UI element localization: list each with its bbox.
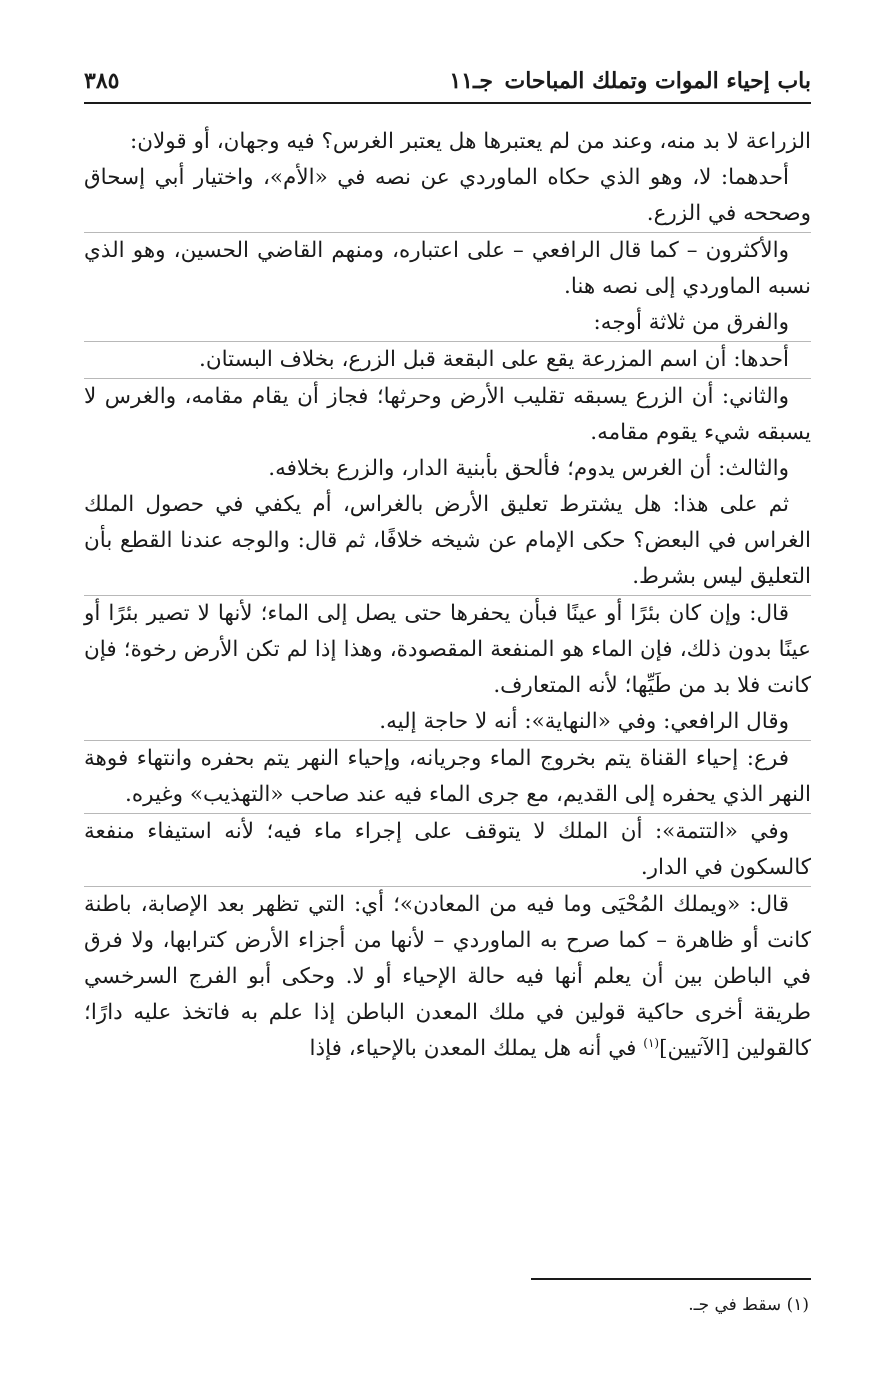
paragraph bbox=[84, 378, 811, 451]
paragraph bbox=[84, 232, 811, 305]
paragraph bbox=[84, 305, 811, 341]
footnote-marker: (١) bbox=[786, 1295, 809, 1315]
paragraph-text: ثم على هذا: هل يشترط تعليق الأرض بالغراس، أم يكفي في حصول الملك الغراس في البعض؟ حكى الإمام عن شيخه خلافًا، ثم قال: والوجه عندنا القطع بأن التعليق ليس بشرط. bbox=[84, 492, 811, 589]
paragraph bbox=[84, 595, 811, 704]
paragraph bbox=[84, 451, 811, 487]
running-header bbox=[84, 58, 811, 104]
paragraph-text: والثالث: أن الغرس يدوم؛ فألحق بأبنية الدار، والزرع بخلافه. bbox=[268, 456, 789, 481]
paragraph-text-continued: في أنه هل يملك المعدن بالإحياء، فإذا bbox=[309, 1036, 644, 1061]
paragraph bbox=[84, 124, 811, 160]
paragraph-text: والفرق من ثلاثة أوجه: bbox=[593, 310, 789, 335]
footnote-reference[interactable]: (١) bbox=[643, 1035, 660, 1050]
volume-label: جـ١١ bbox=[449, 68, 493, 94]
paragraph-text: وقال الرافعي: وفي «النهاية»: أنه لا حاجة إليه. bbox=[379, 709, 789, 734]
paragraph-text: قال: وإن كان بئرًا أو عينًا فبأن يحفرها حتى يصل إلى الماء؛ لأنها لا تصير بئرًا أو عينًا بدون ذلك، فإن الماء هو المنفعة المقصودة، وهذا إذا لم تكن الأرض رخوة؛ فإن كانت فلا بد من طَيِّها؛ لأنه المتعارف. bbox=[84, 601, 811, 698]
paragraph-text: والثاني: أن الزرع يسبقه تقليب الأرض وحرثها؛ فجاز أن يقام مقامه، والغرس لا يسبقه شيء يقوم مقامه. bbox=[84, 384, 811, 445]
paragraph bbox=[84, 160, 811, 232]
footnote bbox=[84, 1292, 809, 1318]
paragraph-text: أحدها: أن اسم المزرعة يقع على البقعة قبل الزرع، بخلاف البستان. bbox=[198, 347, 789, 372]
chapter-title: باب إحياء الموات وتملك المباحات bbox=[504, 68, 811, 94]
paragraph-text: قال: «ويملك المُحْيَى وما فيه من المعادن»؛ أي: التي تظهر بعد الإصابة، باطنة كانت أو ظاهرة – كما صرح به الماوردي – لأنها من أجزاء الأرض كترابها، ولا فرق في الباطن بين أن يعلم أنها فيه حالة الإحياء أو لا. وحكى أبو الفرج السرخسي طريقة أخرى حاكية قولين في ملك المعدن الباطن إذا علم به فاتخذ عليه دارًا؛ كالقولين [الآتيين] bbox=[84, 892, 811, 1061]
footnote-separator bbox=[531, 1278, 811, 1280]
paragraph-text: أحدهما: لا، وهو الذي حكاه الماوردي عن نصه في «الأم»، واختيار أبي إسحاق وصححه في الزرع. bbox=[84, 165, 811, 226]
paragraph bbox=[84, 704, 811, 740]
footnotes bbox=[84, 1292, 809, 1318]
paragraph-text: وفي «التتمة»: أن الملك لا يتوقف على إجراء ماء فيه؛ لأنه استيفاء منفعة كالسكون في الدار. bbox=[84, 819, 811, 880]
main-text bbox=[84, 124, 811, 1067]
paragraph bbox=[84, 886, 811, 1067]
page-number: ٣٨٥ bbox=[84, 68, 120, 94]
paragraph bbox=[84, 813, 811, 886]
paragraph bbox=[84, 487, 811, 595]
paragraph-text: فرع: إحياء القناة يتم بخروج الماء وجريانه، وإحياء النهر يتم بحفره وانتهاء فوهة النهر الذي يحفره إلى القديم، مع جرى الماء فيه عند صاحب «التهذيب» وغيره. bbox=[84, 746, 811, 807]
paragraph-text: الزراعة لا بد منه، وعند من لم يعتبرها هل يعتبر الغرس؟ فيه وجهان، أو قولان: bbox=[129, 129, 811, 154]
paragraph bbox=[84, 341, 811, 378]
paragraph bbox=[84, 740, 811, 813]
paragraph-text: والأكثرون – كما قال الرافعي – على اعتباره، ومنهم القاضي الحسين، وهو الذي نسبه الماوردي إلى نصه هنا. bbox=[84, 238, 811, 299]
footnote-text: سقط في جـ. bbox=[688, 1295, 782, 1315]
